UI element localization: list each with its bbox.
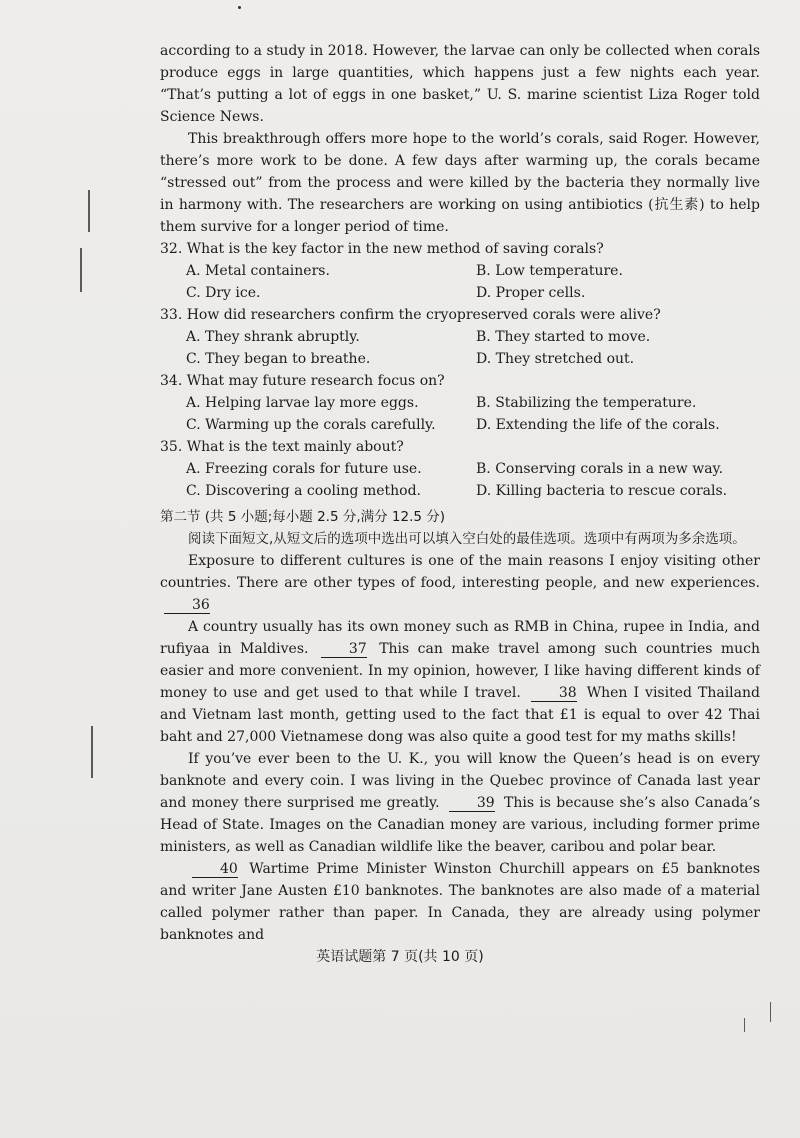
option-b: B. Conserving corals in a new way. xyxy=(476,461,724,477)
cloze-paragraph xyxy=(160,616,760,748)
option-b: B. Low temperature. xyxy=(476,263,623,279)
question-stem: 32. What is the key factor in the new method of saving corals? xyxy=(160,241,604,257)
option-c: C. They began to breathe. xyxy=(186,351,371,367)
paragraph-text: When I visited Thailand and Vietnam last month, getting used to the fact that £1 is equal to over 42 Thai baht and 27,000 Vietnamese dong was also quite a good test for my maths skills! xyxy=(160,685,760,745)
option-d: D. Extending the life of the corals. xyxy=(476,417,720,433)
paragraph-text: This is because she’s also Canada’s Head of State. Images on the Canadian money are various, including former prime ministers, as well as Canadian wildlife like the beaver, caribou and polar bear. xyxy=(160,795,761,855)
question-options xyxy=(160,392,760,436)
blank-40: 40 xyxy=(192,861,238,878)
option-a: A. Freezing corals for future use. xyxy=(186,461,422,477)
binding-mark xyxy=(91,726,93,778)
paragraph-text: Wartime Prime Minister Winston Churchill appears on £5 banknotes and writer Jane Austen £10 banknotes. The banknotes are also made of a material called polymer rather than paper. In Canada, they are already using polymer banknotes and xyxy=(160,861,760,943)
section-instruction: 阅读下面短文,从短文后的选项中选出可以填入空白处的最佳选项。选项中有两项为多余选项。 xyxy=(188,531,746,547)
blank-39: 39 xyxy=(449,795,495,812)
paragraph-text: Exposure to different cultures is one of the main reasons I enjoy visiting other countries. There are other types of food, interesting people, and new experiences. xyxy=(160,553,760,591)
passage-paragraph: This breakthrough offers more hope to the world’s corals, said Roger. However, there’s more work to be done. A few days after warming up, the corals became “stressed out” from the process and were killed by the bacteria they normally live in harmony with. The researchers are working on using antibiotics (抗生素) to help them survive for a longer period of time. xyxy=(160,131,760,235)
question-stem: 35. What is the text mainly about? xyxy=(160,439,404,455)
option-d: D. Killing bacteria to rescue corals. xyxy=(476,483,728,499)
question-options xyxy=(160,326,760,370)
question-options xyxy=(160,260,760,304)
paragraph-text: This can make travel among such countries much easier and more convenient. In my opinion, however, I like having different kinds of money to use and get used to that while I travel. xyxy=(160,641,761,701)
binding-mark xyxy=(80,248,82,292)
section-heading: 第二节 (共 5 小题;每小题 2.5 分,满分 12.5 分) xyxy=(160,509,446,525)
option-d: D. Proper cells. xyxy=(476,285,586,301)
question-stem: 34. What may future research focus on? xyxy=(160,373,445,389)
option-b: B. They started to move. xyxy=(476,329,651,345)
question-stem: 33. How did researchers confirm the cryopreserved corals were alive? xyxy=(160,307,661,323)
scan-line xyxy=(770,1002,771,1022)
scan-line xyxy=(744,1018,745,1032)
question-options xyxy=(160,458,760,502)
option-d: D. They stretched out. xyxy=(476,351,635,367)
option-a: A. Helping larvae lay more eggs. xyxy=(186,395,419,411)
option-c: C. Discovering a cooling method. xyxy=(186,483,421,499)
blank-38: 38 xyxy=(531,685,577,702)
blank-37: 37 xyxy=(321,641,367,658)
option-b: B. Stabilizing the temperature. xyxy=(476,395,697,411)
cloze-paragraph xyxy=(160,858,760,946)
option-a: A. They shrank abruptly. xyxy=(186,329,360,345)
page-footer: 英语试题第 7 页(共 10 页) xyxy=(316,949,484,965)
scan-speck xyxy=(238,6,241,9)
blank-36: 36 xyxy=(164,597,210,614)
binding-mark xyxy=(88,190,90,232)
passage-paragraph: according to a study in 2018. However, the larvae can only be collected when corals produce eggs in large quantities, which happens just a few nights each year. “That’s putting a lot of eggs in one basket,” U. S. marine scientist Liza Roger told Science News. xyxy=(160,43,760,125)
option-c: C. Warming up the corals carefully. xyxy=(186,417,436,433)
page-content xyxy=(160,40,760,946)
paragraph-text: If you’ve ever been to the U. K., you will know the Queen’s head is on every banknote and every coin. I was living in the Quebec province of Canada last year and money there surprised me greatly. xyxy=(160,751,760,811)
option-c: C. Dry ice. xyxy=(186,285,261,301)
paragraph-text: A country usually has its own money such as RMB in China, rupee in India, and rufiyaa in Maldives. xyxy=(160,619,760,657)
cloze-paragraph xyxy=(160,550,760,616)
option-a: A. Metal containers. xyxy=(186,263,330,279)
cloze-paragraph xyxy=(160,748,760,858)
